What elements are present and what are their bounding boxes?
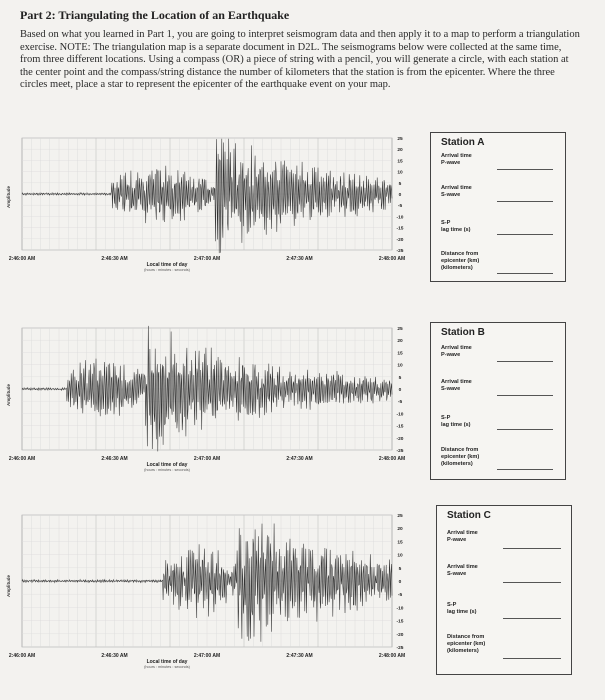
distance-answer-line[interactable] [497,273,553,274]
x-axis-subtitle: (hours : minutes : seconds) [144,468,190,472]
s-arrival-label: Arrival time S-wave [447,564,478,577]
scale-tick-label: -5 [397,400,403,406]
intro-paragraph: Based on what you learned in Part 1, you are going to interpret seismogram data and then apply it to a map to perform a triangulation exercise. NOTE: The triangulation map is a separate document in D2L. The seismograms below were collected at the same time, from three different locations. Using a compass (OR) a piece of string with a pencil, you will generate a circle, with each station at the center point and the compass/string distance the number of kilometers that the station is from the epicenter. Where the three circles meet, place a star to represent the epicenter of the earthquake event on your map. [20,29,580,91]
station-box-b [430,322,566,480]
panel-station-b [0,318,605,498]
scale-tick-label: 20 [397,339,403,345]
scale-tick-label: 15 [397,351,403,357]
s-arrival-answer-line[interactable] [497,395,553,396]
p-arrival-answer-line[interactable] [497,361,553,362]
scale-tick-label: 25 [397,514,403,519]
station-title: Station B [441,327,485,338]
scale-tick-label: 10 [397,553,403,559]
p-arrival-label: Arrival time P-wave [441,345,472,358]
scale-tick-label: 25 [397,327,403,332]
scale-tick-label: 10 [397,170,403,176]
time-tick-label: 2:46:00 AM [8,456,36,462]
s-arrival-answer-line[interactable] [503,582,561,583]
p-arrival-answer-line[interactable] [503,548,561,549]
station-box-c [436,505,572,675]
x-axis-subtitle: (hours : minutes : seconds) [144,665,190,669]
time-tick-label: 2:46:30 AM [101,456,128,462]
scale-tick-label: 5 [398,375,402,381]
scale-tick-label: 5 [398,181,402,187]
amplitude-label: Amplitude [6,384,11,406]
distance-label: Distance from epicenter (km) (kilometers) [447,634,486,654]
scale-tick-label: -5 [397,204,403,210]
scale-tick-label: 0 [398,193,402,198]
scale-tick-label: 15 [397,540,403,546]
x-axis-title: Local time of day [146,462,188,468]
distance-answer-line[interactable] [503,658,561,659]
scale-tick-label: -10 [396,412,404,418]
time-tick-label: 2:48:00 AM [378,256,405,262]
scale-tick-label: 0 [398,388,402,393]
seismogram-station-c [0,505,405,695]
distance-answer-line[interactable] [497,469,553,470]
time-tick-label: 2:47:00 AM [193,653,221,659]
scale-tick-label: 10 [397,363,403,369]
scale-tick-label: 5 [398,566,402,572]
time-tick-label: 2:47:30 AM [286,653,313,659]
scale-tick-label: -15 [396,619,404,625]
sp-lag-label: S-P lag time (s) [447,602,477,615]
time-tick-label: 2:47:00 AM [193,256,221,262]
sp-lag-answer-line[interactable] [497,429,553,430]
time-tick-label: 2:46:30 AM [101,256,128,262]
scale-tick-label: 0 [398,580,402,585]
scale-tick-label: -20 [396,436,404,442]
scale-tick-label: -15 [396,226,404,232]
scale-tick-label: -25 [396,646,404,651]
page-heading: Part 2: Triangulating the Location of an Earthquake [20,8,290,22]
panel-station-c [0,505,605,695]
amplitude-label: Amplitude [6,575,11,597]
time-tick-label: 2:48:00 AM [378,653,405,659]
sp-lag-answer-line[interactable] [497,234,553,235]
scale-tick-label: -20 [396,237,404,243]
station-title: Station A [441,137,485,148]
seismogram-station-a [0,128,405,298]
scale-tick-label: -25 [396,449,404,454]
x-axis-title: Local time of day [146,262,188,268]
station-box-a [430,132,566,282]
s-arrival-label: Arrival time S-wave [441,185,472,198]
time-tick-label: 2:48:00 AM [378,456,405,462]
time-tick-label: 2:47:00 AM [193,456,221,462]
distance-label: Distance from epicenter (km) (kilometers) [441,447,480,467]
p-arrival-label: Arrival time P-wave [441,153,472,166]
scale-tick-label: -20 [396,632,404,638]
time-tick-label: 2:47:30 AM [286,456,313,462]
scale-tick-label: -5 [397,593,403,599]
x-axis-title: Local time of day [146,659,188,665]
p-arrival-answer-line[interactable] [497,169,553,170]
seismogram-station-b [0,318,405,498]
sp-lag-label: S-P lag time (s) [441,220,471,233]
p-arrival-label: Arrival time P-wave [447,530,478,543]
time-tick-label: 2:47:30 AM [286,256,313,262]
scale-tick-label: -15 [396,424,404,430]
time-tick-label: 2:46:30 AM [101,653,128,659]
scale-tick-label: 20 [397,148,403,154]
scale-tick-label: 25 [397,137,403,142]
s-arrival-label: Arrival time S-wave [441,379,472,392]
scale-tick-label: 20 [397,527,403,533]
sp-lag-label: S-P lag time (s) [441,415,471,428]
sp-lag-answer-line[interactable] [503,618,561,619]
scale-tick-label: -10 [396,215,404,221]
station-title: Station C [447,510,491,521]
panel-station-a [0,128,605,298]
s-arrival-answer-line[interactable] [497,201,553,202]
amplitude-label: Amplitude [6,186,11,208]
scale-tick-label: -25 [396,249,404,254]
x-axis-subtitle: (hours : minutes : seconds) [144,268,190,272]
scale-tick-label: -10 [396,606,404,612]
time-tick-label: 2:46:00 AM [8,256,36,262]
scale-tick-label: 15 [397,159,403,165]
distance-label: Distance from epicenter (km) (kilometers) [441,251,480,271]
time-tick-label: 2:46:00 AM [8,653,36,659]
